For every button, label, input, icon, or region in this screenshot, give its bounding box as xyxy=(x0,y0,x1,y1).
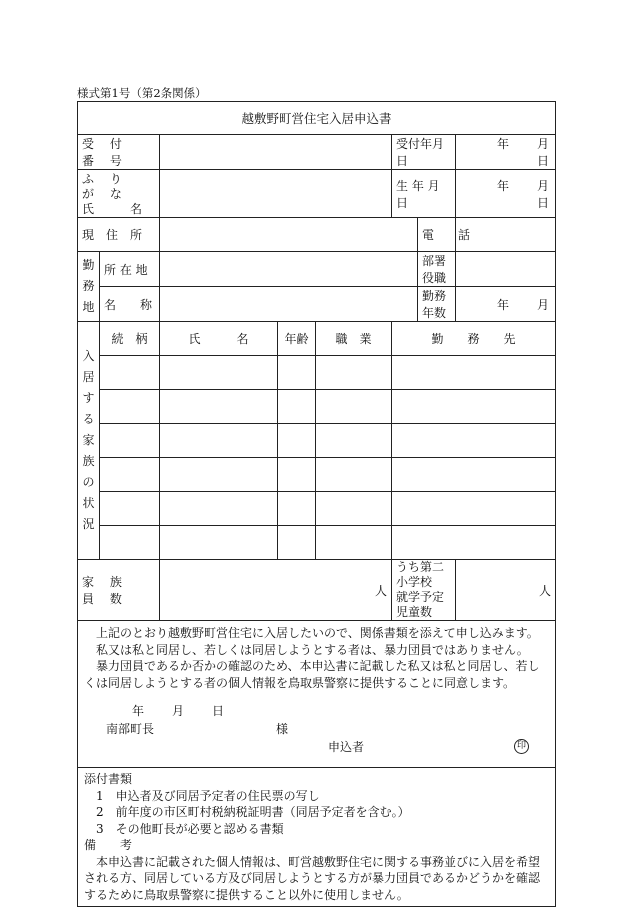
phone-field[interactable] xyxy=(456,218,556,252)
attachment-item: 1 申込者及び同居予定者の住民票の写し xyxy=(96,788,320,803)
family-header-name: 氏 名 xyxy=(160,322,278,356)
name-field[interactable] xyxy=(160,170,392,218)
recipient: 南部町長 xyxy=(106,722,155,736)
family-row xyxy=(78,492,556,526)
workplace-label: 勤 務 地 xyxy=(78,252,100,322)
family-header-age: 年齢 xyxy=(278,322,316,356)
work-location-field[interactable] xyxy=(160,252,418,287)
family-row xyxy=(78,424,556,458)
name-label: ふ り が な 氏 名 xyxy=(78,170,160,218)
attachment-item: 3 その他町長が必要と認める書類 xyxy=(96,821,284,836)
application-form xyxy=(77,101,555,907)
family-row xyxy=(78,458,556,492)
form-title: 越敷野町営住宅入居申込書 xyxy=(78,102,556,135)
family-count-label: 家 族 員 数 xyxy=(78,560,160,621)
work-name-label: 名 称 xyxy=(100,287,160,322)
department-label: 部署役職 xyxy=(418,252,456,287)
receipt-date-field[interactable]: 年 月日 xyxy=(456,135,556,170)
declaration-text: 私又は私と同居し、若しくは同居しようとする者は、暴力団員ではありません。 xyxy=(96,642,529,657)
form-table xyxy=(77,101,556,907)
family-count-field[interactable]: 人 xyxy=(160,560,392,621)
receipt-number-field[interactable] xyxy=(160,135,392,170)
school-count-label: うち第二小学校 就学予定児童数 xyxy=(392,560,456,621)
family-header-workplace: 勤 務 先 xyxy=(392,322,556,356)
receipt-date-label: 受付年月日 xyxy=(392,135,456,170)
work-name-field[interactable] xyxy=(160,287,418,322)
attachment-item: 2 前年度の市区町村税納税証明書（同居予定者を含む。） xyxy=(96,805,410,819)
seal-icon[interactable]: 印 xyxy=(514,739,529,754)
department-field[interactable] xyxy=(456,252,556,287)
birth-date-label: 生 年 月 日 xyxy=(392,170,456,218)
birth-date-field[interactable]: 年 月日 xyxy=(456,170,556,218)
address-label: 現 住 所 xyxy=(78,218,160,252)
applicant-label: 申込者 xyxy=(328,740,365,754)
declaration-text: 暴力団員であるか否かの確認のため、本申込書に記載した私又は私と同居し、若しくは同居しようとする者の個人情報を鳥取県警察に提供することに同意します。 xyxy=(84,659,540,690)
form-reference: 様式第1号（第2条関係） xyxy=(77,86,207,100)
attachments-block xyxy=(78,768,556,907)
years-worked-label: 勤務年数 xyxy=(418,287,456,322)
school-count-field[interactable]: 人 xyxy=(456,560,556,621)
family-header-relation: 続 柄 xyxy=(100,322,160,356)
family-row xyxy=(78,390,556,424)
declaration-text: 上記のとおり越敷野町営住宅に入居したいので、関係書類を添えて申し込みます。 xyxy=(96,626,539,640)
receipt-number-label: 受 付 番 号 xyxy=(78,135,160,170)
family-row xyxy=(78,526,556,560)
years-worked-field[interactable]: 年 月 xyxy=(456,287,556,322)
attachments-heading: 添付書類 xyxy=(84,772,133,786)
work-location-label: 所 在 地 xyxy=(100,252,160,287)
remarks-heading: 備 考 xyxy=(84,838,133,852)
address-field[interactable] xyxy=(160,218,418,252)
declaration-block xyxy=(78,621,556,768)
phone-label: 電 話 xyxy=(418,218,456,252)
family-row xyxy=(78,356,556,390)
signature-area: 年 月 日 南部町長 様 申込者 印 xyxy=(84,693,549,763)
family-status-label: 入 居 す る 家 族 の 状 況 xyxy=(78,322,100,560)
family-header-occupation: 職 業 xyxy=(316,322,392,356)
remarks-text: 本申込書に記載された個人情報は、町営越敷野住宅に関する事務並びに入居を希望される方、同居している方及び同居しようとする方が暴力団員であるかどうかを確認するために鳥取県警察に提供すること以外に使用しません。 xyxy=(84,854,541,902)
